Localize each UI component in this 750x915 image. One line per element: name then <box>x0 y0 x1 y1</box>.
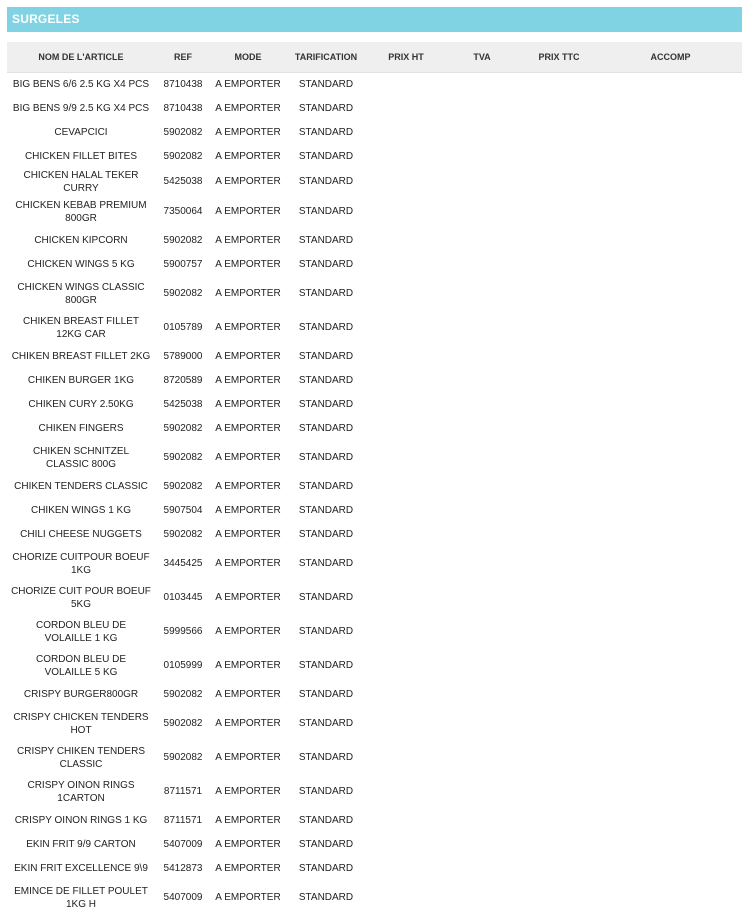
cell-name: CHICKEN HALAL TEKER CURRY <box>23 169 139 194</box>
cell-name: CRISPY BURGER800GR <box>23 689 139 700</box>
cell-accomp <box>599 523 742 547</box>
table-row <box>7 277 742 311</box>
cell-tva <box>445 809 519 833</box>
cell-name: CHICKEN FILLET BITES <box>24 151 138 162</box>
cell-prix-ht <box>367 311 445 345</box>
cell-ref: 8711571 <box>163 815 203 826</box>
cell-ref: 5902082 <box>163 529 203 540</box>
cell-ref: 5789000 <box>163 351 203 362</box>
cell-prix-ttc <box>519 499 599 523</box>
cell-tva <box>445 229 519 253</box>
cell-tarification: STANDARD <box>298 481 354 492</box>
cell-ref: 5902082 <box>163 481 203 492</box>
cell-name: CHIKEN BREAST FILLET 2KG <box>11 351 151 362</box>
cell-prix-ttc <box>519 345 599 369</box>
cell-ref: 5902082 <box>163 288 203 299</box>
cell-ref: 0105789 <box>163 322 203 333</box>
cell-tarification: STANDARD <box>298 558 354 569</box>
cell-ref: 5902082 <box>163 127 203 138</box>
cell-name: CHICKEN KEBAB PREMIUM 800GR <box>15 199 147 224</box>
cell-prix-ht <box>367 775 445 809</box>
cell-tva <box>445 741 519 775</box>
cell-tarification: STANDARD <box>298 839 354 850</box>
table-row <box>7 195 742 229</box>
cell-tva <box>445 345 519 369</box>
cell-accomp <box>599 499 742 523</box>
cell-ref: 5999566 <box>163 626 203 637</box>
cell-mode: A EMPORTER <box>215 399 281 410</box>
table-row <box>7 649 742 683</box>
cell-ref: 5902082 <box>163 452 203 463</box>
cell-ref: 5407009 <box>163 892 203 903</box>
cell-prix-ht <box>367 369 445 393</box>
table-row <box>7 809 742 833</box>
cell-accomp <box>599 707 742 741</box>
cell-accomp <box>599 809 742 833</box>
cell-tarification: STANDARD <box>298 399 354 410</box>
cell-ref: 5902082 <box>163 718 203 729</box>
cell-name: BIG BENS 6/6 2.5 KG X4 PCS <box>12 79 150 91</box>
table-header-row <box>7 42 742 73</box>
cell-tarification: STANDARD <box>298 351 354 362</box>
cell-name: CRISPY OINON RINGS 1 KG <box>14 815 148 826</box>
cell-name: CHILI CHEESE NUGGETS <box>20 529 142 540</box>
cell-accomp <box>599 417 742 441</box>
cell-prix-ht <box>367 277 445 311</box>
cell-mode: A EMPORTER <box>215 288 281 299</box>
cell-prix-ht <box>367 169 445 195</box>
cell-prix-ht <box>367 73 445 97</box>
cell-ref: 5902082 <box>163 151 203 162</box>
cell-mode: A EMPORTER <box>215 558 281 569</box>
table-row <box>7 145 742 169</box>
cell-name: CHIKEN TENDERS CLASSIC <box>14 481 148 492</box>
table-row <box>7 707 742 741</box>
cell-prix-ttc <box>519 707 599 741</box>
cell-name: CRISPY CHICKEN TENDERS HOT <box>13 711 149 736</box>
cell-tarification: STANDARD <box>298 452 354 463</box>
cell-mode: A EMPORTER <box>215 786 281 797</box>
articles-table <box>7 42 742 915</box>
table-row <box>7 881 742 915</box>
cell-tarification: STANDARD <box>298 103 354 114</box>
cell-prix-ht <box>367 741 445 775</box>
table-row <box>7 169 742 195</box>
table-row <box>7 857 742 881</box>
cell-ref: 5907504 <box>163 505 203 516</box>
cell-prix-ht <box>367 393 445 417</box>
cell-name: CHORIZE CUIT POUR BOEUF 5KG <box>11 585 151 610</box>
cell-prix-ttc <box>519 417 599 441</box>
cell-prix-ttc <box>519 97 599 121</box>
table-row <box>7 369 742 393</box>
cell-mode: A EMPORTER <box>215 259 281 270</box>
cell-prix-ttc <box>519 393 599 417</box>
cell-accomp <box>599 145 742 169</box>
table-row <box>7 73 742 97</box>
cell-prix-ht <box>367 417 445 441</box>
cell-tva <box>445 881 519 915</box>
table-row <box>7 475 742 499</box>
cell-tarification: STANDARD <box>298 505 354 516</box>
table-row <box>7 833 742 857</box>
cell-tarification: STANDARD <box>298 660 354 671</box>
cell-accomp <box>599 277 742 311</box>
cell-name: CHIKEN CURY 2.50KG <box>28 399 134 410</box>
cell-tva <box>445 441 519 475</box>
cell-ref: 5425038 <box>163 176 203 187</box>
cell-accomp <box>599 73 742 97</box>
cell-mode: A EMPORTER <box>215 176 281 187</box>
section-title-surgeles: SURGELES <box>7 7 742 32</box>
cell-tva <box>445 97 519 121</box>
column-header-prix-ht: PRIX HT <box>367 42 445 73</box>
cell-accomp <box>599 169 742 195</box>
cell-tarification: STANDARD <box>298 206 354 217</box>
cell-tarification: STANDARD <box>298 235 354 246</box>
cell-tarification: STANDARD <box>298 259 354 270</box>
cell-ref: 5902082 <box>163 752 203 763</box>
cell-name: BIG BENS 9/9 2.5 KG X4 PCS <box>12 103 150 114</box>
cell-prix-ht <box>367 881 445 915</box>
cell-name: CHIKEN SCHNITZEL CLASSIC 800G <box>32 445 130 470</box>
table-row <box>7 229 742 253</box>
cell-mode: A EMPORTER <box>215 375 281 386</box>
table-body <box>7 73 742 915</box>
cell-name: EKIN FRIT 9/9 CARTON <box>26 839 136 850</box>
cell-prix-ht <box>367 441 445 475</box>
cell-name: EKIN FRIT EXCELLENCE 9\9 <box>14 863 148 874</box>
cell-accomp <box>599 649 742 683</box>
cell-ref: 5902082 <box>163 423 203 434</box>
cell-prix-ht <box>367 649 445 683</box>
cell-prix-ttc <box>519 121 599 145</box>
table-row <box>7 523 742 547</box>
cell-tva <box>445 707 519 741</box>
cell-prix-ht <box>367 475 445 499</box>
cell-prix-ttc <box>519 145 599 169</box>
cell-tva <box>445 195 519 229</box>
table-row <box>7 417 742 441</box>
cell-prix-ht <box>367 857 445 881</box>
cell-name: CHICKEN WINGS 5 KG <box>27 259 135 270</box>
column-header-name: NOM DE L'ARTICLE <box>7 42 155 73</box>
cell-tarification: STANDARD <box>298 752 354 763</box>
cell-accomp <box>599 229 742 253</box>
cell-mode: A EMPORTER <box>215 863 281 874</box>
cell-mode: A EMPORTER <box>215 423 281 434</box>
cell-name: CHICKEN WINGS CLASSIC 800GR <box>17 281 145 306</box>
cell-accomp <box>599 311 742 345</box>
cell-tva <box>445 417 519 441</box>
cell-tarification: STANDARD <box>298 626 354 637</box>
cell-prix-ht <box>367 345 445 369</box>
table-row <box>7 97 742 121</box>
cell-ref: 8711571 <box>163 786 203 797</box>
cell-prix-ttc <box>519 649 599 683</box>
cell-tva <box>445 499 519 523</box>
cell-accomp <box>599 345 742 369</box>
cell-mode: A EMPORTER <box>215 127 281 138</box>
cell-name: CEVAPCICI <box>54 127 108 138</box>
cell-accomp <box>599 475 742 499</box>
cell-prix-ttc <box>519 441 599 475</box>
cell-accomp <box>599 615 742 649</box>
column-header-accomp: ACCOMP <box>599 42 742 73</box>
cell-prix-ttc <box>519 775 599 809</box>
cell-mode: A EMPORTER <box>215 235 281 246</box>
table-row <box>7 253 742 277</box>
column-header-tva: TVA <box>445 42 519 73</box>
cell-tarification: STANDARD <box>298 322 354 333</box>
cell-ref: 5425038 <box>163 399 203 410</box>
cell-mode: A EMPORTER <box>215 718 281 729</box>
cell-accomp <box>599 581 742 615</box>
cell-tarification: STANDARD <box>298 375 354 386</box>
table-row <box>7 393 742 417</box>
cell-prix-ttc <box>519 253 599 277</box>
cell-mode: A EMPORTER <box>215 151 281 162</box>
cell-mode: A EMPORTER <box>215 206 281 217</box>
cell-prix-ttc <box>519 547 599 581</box>
cell-name: CHIKEN FINGERS <box>38 423 124 434</box>
cell-accomp <box>599 393 742 417</box>
column-header-ref: REF <box>155 42 211 73</box>
cell-tarification: STANDARD <box>298 786 354 797</box>
cell-tva <box>445 581 519 615</box>
cell-ref: 8710438 <box>163 103 203 114</box>
cell-prix-ttc <box>519 581 599 615</box>
table-row <box>7 499 742 523</box>
cell-mode: A EMPORTER <box>215 592 281 603</box>
cell-mode: A EMPORTER <box>215 689 281 700</box>
cell-prix-ht <box>367 581 445 615</box>
cell-prix-ht <box>367 707 445 741</box>
cell-ref: 0103445 <box>163 592 203 603</box>
cell-prix-ttc <box>519 881 599 915</box>
cell-prix-ht <box>367 833 445 857</box>
cell-prix-ttc <box>519 615 599 649</box>
cell-tarification: STANDARD <box>298 79 354 91</box>
cell-accomp <box>599 775 742 809</box>
cell-prix-ttc <box>519 809 599 833</box>
column-header-prix-ttc: PRIX TTC <box>519 42 599 73</box>
cell-ref: 5407009 <box>163 839 203 850</box>
table-row <box>7 547 742 581</box>
cell-tva <box>445 649 519 683</box>
cell-tarification: STANDARD <box>298 151 354 162</box>
cell-accomp <box>599 441 742 475</box>
cell-name: EMINCE DE FILLET POULET 1KG H <box>14 885 148 910</box>
cell-tva <box>445 145 519 169</box>
cell-prix-ttc <box>519 833 599 857</box>
cell-tva <box>445 857 519 881</box>
table-row <box>7 441 742 475</box>
cell-ref: 5902082 <box>163 235 203 246</box>
cell-ref: 7350064 <box>163 206 203 217</box>
cell-mode: A EMPORTER <box>215 752 281 763</box>
table-row <box>7 683 742 707</box>
cell-mode: A EMPORTER <box>215 626 281 637</box>
cell-tarification: STANDARD <box>298 423 354 434</box>
cell-tva <box>445 121 519 145</box>
cell-tva <box>445 393 519 417</box>
cell-name: CHIKEN BREAST FILLET 12KG CAR <box>23 315 139 340</box>
cell-ref: 5902082 <box>163 689 203 700</box>
cell-mode: A EMPORTER <box>215 452 281 463</box>
cell-accomp <box>599 253 742 277</box>
cell-prix-ht <box>367 499 445 523</box>
cell-prix-ttc <box>519 857 599 881</box>
cell-ref: 3445425 <box>163 558 203 569</box>
cell-prix-ttc <box>519 523 599 547</box>
cell-tva <box>445 523 519 547</box>
cell-mode: A EMPORTER <box>215 839 281 850</box>
table-row <box>7 741 742 775</box>
cell-tarification: STANDARD <box>298 288 354 299</box>
cell-name: CHORIZE CUITPOUR BOEUF 1KG <box>12 551 150 576</box>
cell-mode: A EMPORTER <box>215 481 281 492</box>
cell-tarification: STANDARD <box>298 689 354 700</box>
cell-name: CORDON BLEU DE VOLAILLE 1 KG <box>35 619 126 644</box>
cell-ref: 5900757 <box>163 259 203 270</box>
cell-prix-ht <box>367 683 445 707</box>
column-header-mode: MODE <box>211 42 285 73</box>
cell-tarification: STANDARD <box>298 892 354 903</box>
cell-accomp <box>599 741 742 775</box>
cell-prix-ttc <box>519 369 599 393</box>
cell-prix-ht <box>367 121 445 145</box>
cell-name: CHIKEN WINGS 1 KG <box>30 505 131 516</box>
cell-name: CRISPY CHIKEN TENDERS CLASSIC <box>17 745 145 770</box>
cell-prix-ttc <box>519 73 599 97</box>
cell-ref: 5412873 <box>163 863 203 874</box>
cell-tarification: STANDARD <box>298 176 354 187</box>
cell-ref: 8720589 <box>163 375 203 386</box>
cell-prix-ttc <box>519 169 599 195</box>
table-row <box>7 345 742 369</box>
cell-accomp <box>599 547 742 581</box>
cell-tva <box>445 73 519 97</box>
cell-mode: A EMPORTER <box>215 505 281 516</box>
table-row <box>7 775 742 809</box>
cell-tarification: STANDARD <box>298 127 354 138</box>
cell-prix-ht <box>367 547 445 581</box>
column-header-tarification: TARIFICATION <box>285 42 367 73</box>
cell-tarification: STANDARD <box>298 863 354 874</box>
cell-tva <box>445 615 519 649</box>
cell-accomp <box>599 683 742 707</box>
cell-tva <box>445 169 519 195</box>
cell-tva <box>445 833 519 857</box>
cell-name: CHICKEN KIPCORN <box>34 235 128 246</box>
cell-ref: 8710438 <box>163 79 203 91</box>
cell-prix-ttc <box>519 229 599 253</box>
cell-name: CHIKEN BURGER 1KG <box>27 375 135 386</box>
cell-tarification: STANDARD <box>298 815 354 826</box>
cell-prix-ttc <box>519 683 599 707</box>
cell-accomp <box>599 857 742 881</box>
cell-mode: A EMPORTER <box>215 529 281 540</box>
cell-tva <box>445 683 519 707</box>
cell-prix-ttc <box>519 741 599 775</box>
cell-accomp <box>599 121 742 145</box>
table-row <box>7 615 742 649</box>
cell-prix-ttc <box>519 195 599 229</box>
cell-tva <box>445 253 519 277</box>
cell-tarification: STANDARD <box>298 718 354 729</box>
cell-prix-ht <box>367 523 445 547</box>
cell-accomp <box>599 369 742 393</box>
cell-prix-ht <box>367 229 445 253</box>
cell-name: CRISPY OINON RINGS 1CARTON <box>27 779 135 804</box>
cell-prix-ttc <box>519 277 599 311</box>
cell-mode: A EMPORTER <box>215 892 281 903</box>
cell-tva <box>445 547 519 581</box>
cell-mode: A EMPORTER <box>215 79 281 91</box>
cell-prix-ht <box>367 253 445 277</box>
cell-accomp <box>599 195 742 229</box>
cell-tva <box>445 369 519 393</box>
cell-mode: A EMPORTER <box>215 815 281 826</box>
table-row <box>7 311 742 345</box>
cell-mode: A EMPORTER <box>215 660 281 671</box>
cell-accomp <box>599 833 742 857</box>
table-row <box>7 581 742 615</box>
cell-accomp <box>599 881 742 915</box>
cell-tva <box>445 475 519 499</box>
cell-prix-ttc <box>519 475 599 499</box>
cell-mode: A EMPORTER <box>215 103 281 114</box>
cell-tva <box>445 277 519 311</box>
cell-accomp <box>599 97 742 121</box>
cell-tva <box>445 311 519 345</box>
cell-prix-ht <box>367 809 445 833</box>
cell-prix-ttc <box>519 311 599 345</box>
cell-mode: A EMPORTER <box>215 322 281 333</box>
cell-tarification: STANDARD <box>298 592 354 603</box>
cell-tarification: STANDARD <box>298 529 354 540</box>
table-row <box>7 121 742 145</box>
cell-tva <box>445 775 519 809</box>
cell-prix-ht <box>367 145 445 169</box>
cell-name: CORDON BLEU DE VOLAILLE 5 KG <box>35 653 126 678</box>
cell-prix-ht <box>367 195 445 229</box>
cell-mode: A EMPORTER <box>215 351 281 362</box>
cell-prix-ht <box>367 615 445 649</box>
cell-prix-ht <box>367 97 445 121</box>
cell-ref: 0105999 <box>163 660 203 671</box>
